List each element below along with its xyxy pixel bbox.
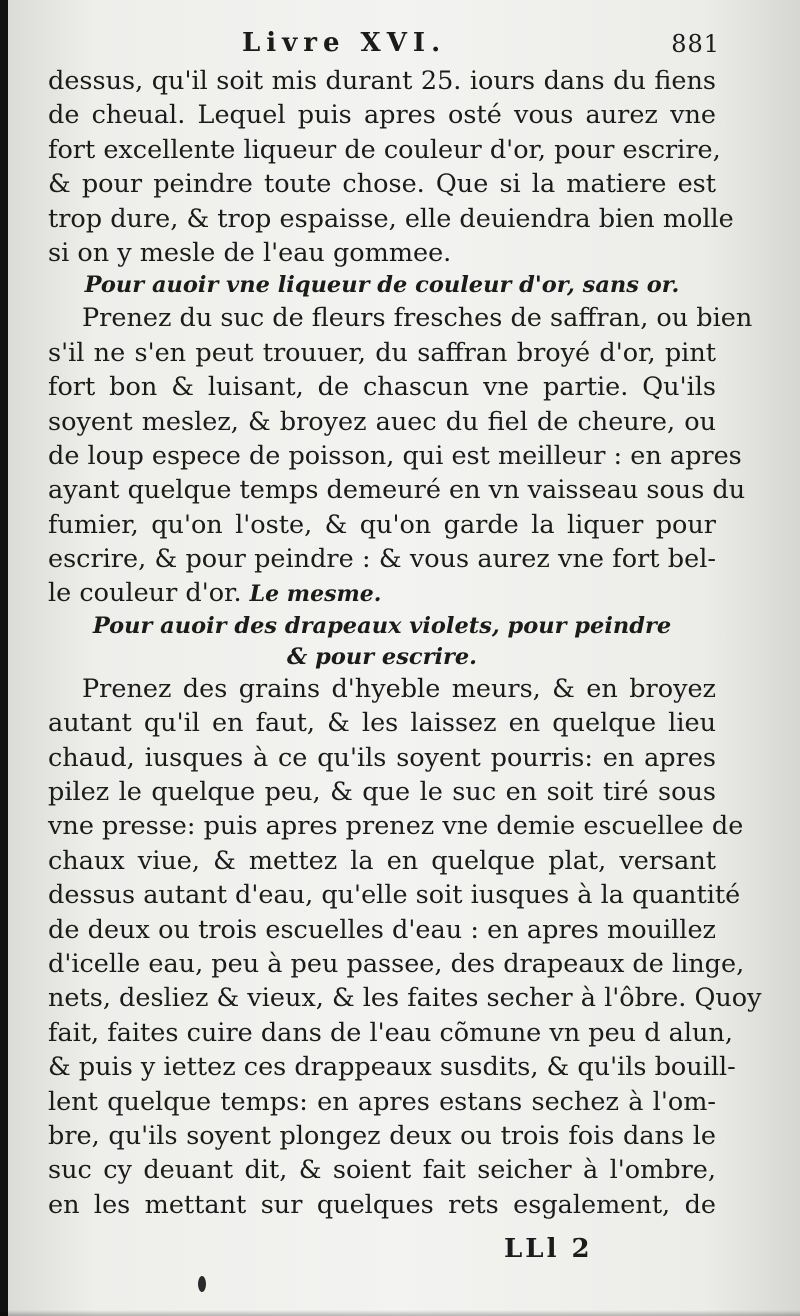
text-line: trop dure, & trop espaisse, elle deuiendra bien molle xyxy=(48,203,734,234)
section-heading-violet-cloths-line-1: Pour auoir des drapeaux violets, pour peindre xyxy=(92,612,672,639)
text-line: s'il ne s'en peut trouuer, du saffran broyé d'or, pint xyxy=(48,337,716,368)
text-line: lent quelque temps: en apres estans sechez à l'om- xyxy=(48,1086,716,1117)
text-line: si on y mesle de l'eau gommee. xyxy=(48,237,452,268)
text-line: dessus autant d'eau, qu'elle soit iusques à la quantité xyxy=(48,880,741,911)
text-line: d'icelle eau, peu à peu passee, des drapeaux de linge, xyxy=(48,948,745,979)
section-heading-violet-cloths-line-2: & pour escrire. xyxy=(286,643,478,670)
page-gutter-shadow xyxy=(0,0,8,1316)
paragraph-2-last-line xyxy=(48,576,716,610)
text-line: de cheual. Lequel puis apres osté vous aurez vne xyxy=(48,100,716,131)
text-line: chaux viue, & mettez la en quelque plat, versant xyxy=(48,845,716,876)
text-line: Prenez du suc de fleurs fresches de saffran, ou bien xyxy=(82,303,753,334)
page-number: 881 xyxy=(671,30,720,58)
page-footer xyxy=(48,1228,716,1268)
text-line: fait, faites cuire dans de l'eau cõmune vn peu d alun, xyxy=(48,1017,733,1048)
text-line: chaud, iusques à ce qu'ils soyent pourris: en apres xyxy=(48,742,716,773)
paragraph-2 xyxy=(48,301,753,576)
text-line: vne presse: puis apres prenez vne demie escuellee de xyxy=(48,811,744,842)
text-line: & pour peindre toute chose. Que si la matiere est xyxy=(48,169,716,200)
text-line: escrire, & pour peindre : & vous aurez vne fort bel- xyxy=(48,544,716,575)
signature-mark: LLl 2 xyxy=(504,1234,593,1265)
text-line: de loup espece de poisson, qui est meilleur : en apres xyxy=(48,440,742,471)
running-title: Livre XVI. xyxy=(242,28,447,58)
text-line: de deux ou trois escuelles d'eau : en apres mouillez xyxy=(48,914,716,945)
paragraph-2-last-text: le couleur d'or. xyxy=(48,578,242,609)
text-line: Prenez des grains d'hyeble meurs, & en broyez xyxy=(82,673,716,704)
page-bottom-shadow xyxy=(0,1310,800,1316)
paragraph-1 xyxy=(48,64,734,270)
le-mesme-label: Le mesme. xyxy=(249,581,382,608)
text-line: ayant quelque temps demeuré en vn vaisseau sous du xyxy=(48,475,746,506)
text-line: soyent meslez, & broyez auec du fiel de cheure, ou xyxy=(48,406,716,437)
section-heading-gold-liquor: Pour auoir vne liqueur de couleur d'or, sans or. xyxy=(84,272,680,299)
page-text-block xyxy=(48,26,762,1268)
text-line: autant qu'il en faut, & les laissez en quelque lieu xyxy=(48,708,716,739)
text-line: dessus, qu'il soit mis durant 25. iours dans du fiens xyxy=(48,66,716,96)
text-line: bre, qu'ils soyent plongez deux ou trois fois dans le xyxy=(48,1120,716,1151)
text-line: suc cy deuant dit, & soient fait seicher à l'ombre, xyxy=(48,1155,716,1186)
text-line: pilez le quelque peu, & que le suc en soit tiré sous xyxy=(48,777,716,808)
text-line: fort excellente liqueur de couleur d'or, pour escrire, xyxy=(48,134,721,165)
text-line: en les mettant sur quelques rets esgalement, de xyxy=(48,1189,716,1220)
text-line: fort bon & luisant, de chascun vne partie. Qu'ils xyxy=(48,372,716,403)
ink-speck xyxy=(198,1276,206,1292)
paragraph-3 xyxy=(48,672,762,1222)
text-line: nets, desliez & vieux, & les faites secher à l'ôbre. Quoy xyxy=(48,983,762,1014)
text-line: fumier, qu'on l'oste, & qu'on garde la liquer pour xyxy=(48,509,716,540)
page-header xyxy=(48,26,720,64)
text-line: & puis y iettez ces drappeaux susdits, & qu'ils bouill- xyxy=(48,1052,736,1083)
